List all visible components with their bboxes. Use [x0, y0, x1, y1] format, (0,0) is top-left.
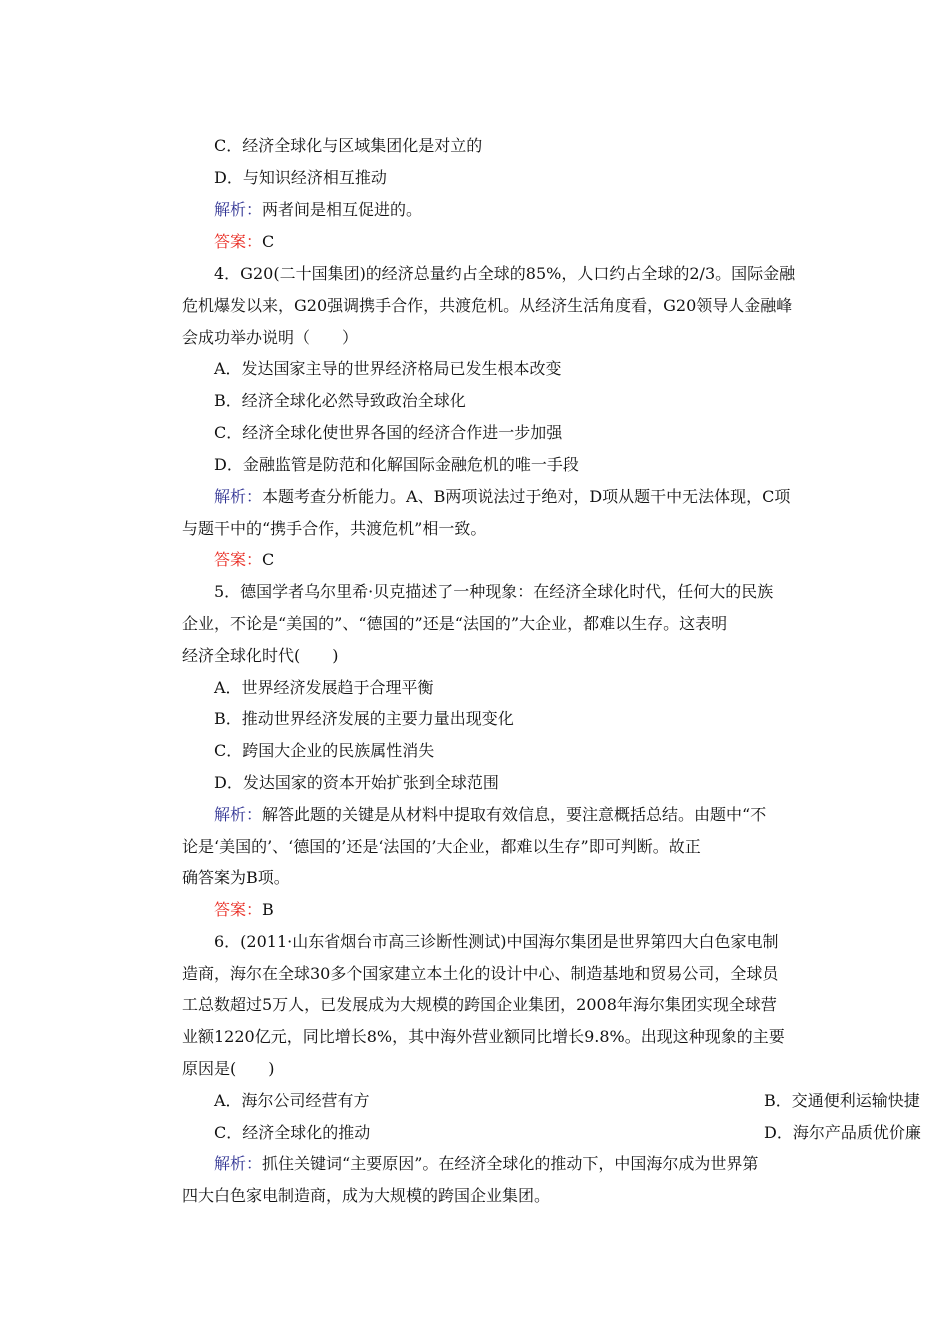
answer-value: C: [262, 232, 275, 251]
q5-option-a: A．世界经济发展趋于合理平衡: [214, 678, 434, 697]
q3-analysis: [214, 199, 854, 221]
q5-stem-line-2: 企业，不论是“美国的”、“德国的”还是“法国的”大企业，都难以生存。这表明: [182, 614, 728, 633]
q6-options-row-1: [214, 1090, 920, 1112]
q6-analysis-line-1: [214, 1153, 854, 1175]
q3-option-d: D．与知识经济相互推动: [214, 168, 387, 187]
q4-answer: [214, 549, 854, 571]
q3-answer: [214, 231, 854, 253]
answer-label: 答案：: [214, 232, 263, 251]
q6-stem-line-5: 原因是( ): [182, 1059, 275, 1078]
q5-analysis-line-1: [214, 804, 854, 826]
analysis-label: 解析：: [214, 487, 263, 506]
q6-stem-line-2: 造商，海尔在全球30多个国家建立本土化的设计中心、制造基地和贸易公司，全球员: [182, 964, 779, 983]
q6-option-a: A．海尔公司经营有方: [214, 1091, 370, 1110]
q6-analysis-line-2: 四大白色家电制造商，成为大规模的跨国企业集团。: [182, 1186, 551, 1205]
q4-stem-line-2: 危机爆发以来，G20强调携手合作，共渡危机。从经济生活角度看，G20领导人金融峰: [182, 296, 793, 315]
answer-value: C: [262, 550, 275, 569]
q5-answer: [214, 899, 854, 921]
q4-option-d: D．金融监管是防范和化解国际金融危机的唯一手段: [214, 455, 579, 474]
q5-analysis-line-2: 论是‘美国的’、‘德国的’还是‘法国的’大企业，都难以生存”即可判断。故正: [182, 837, 701, 856]
q4-analysis-line-1: [214, 486, 854, 508]
analysis-label: 解析：: [214, 200, 263, 219]
q6-options-row-2: [214, 1122, 921, 1144]
q4-stem-line-1: 4．G20(二十国集团)的经济总量约占全球的85%，人口约占全球的2/3。国际金融: [214, 264, 796, 283]
q5-option-d: D．发达国家的资本开始扩张到全球范围: [214, 773, 499, 792]
answer-label: 答案：: [214, 900, 263, 919]
analysis-label: 解析：: [214, 1154, 263, 1173]
q6-stem-line-3: 工总数超过5万人，已发展成为大规模的跨国企业集团，2008年海尔集团实现全球营: [182, 995, 777, 1014]
q3-option-c: C．经济全球化与区域集团化是对立的: [214, 136, 483, 155]
analysis-label: 解析：: [214, 805, 263, 824]
q6-option-c: C．经济全球化的推动: [214, 1123, 371, 1142]
q5-stem-line-3: 经济全球化时代( ): [182, 646, 339, 665]
q5-stem-line-1: 5．德国学者乌尔里希·贝克描述了一种现象：在经济全球化时代，任何大的民族: [214, 582, 774, 601]
q4-analysis-line-2: 与题干中的“携手合作，共渡危机”相一致。: [182, 519, 487, 538]
analysis-text: 两者间是相互促进的。: [262, 200, 423, 219]
q4-option-c: C．经济全球化使世界各国的经济合作进一步加强: [214, 423, 563, 442]
q4-option-b: B．经济全球化必然导致政治全球化: [214, 391, 466, 410]
q6-option-d: D．海尔产品质优价廉: [764, 1123, 921, 1142]
q6-stem-line-4: 业额1220亿元，同比增长8%，其中海外营业额同比增长9.8%。出现这种现象的主要: [182, 1027, 785, 1046]
analysis-text: 抓住关键词“主要原因”。在经济全球化的推动下，中国海尔成为世界第: [262, 1154, 759, 1173]
q6-stem-line-1: 6．(2011·山东省烟台市高三诊断性测试)中国海尔集团是世界第四大白色家电制: [214, 932, 779, 951]
analysis-text: 本题考查分析能力。A、B两项说法过于绝对，D项从题干中无法体现，C项: [262, 487, 791, 506]
q5-option-b: B．推动世界经济发展的主要力量出现变化: [214, 709, 514, 728]
q4-option-a: A．发达国家主导的世界经济格局已发生根本改变: [214, 359, 562, 378]
analysis-text: 解答此题的关键是从材料中提取有效信息，要注意概括总结。由题中“不: [262, 805, 767, 824]
answer-value: B: [262, 900, 274, 919]
q4-stem-line-3: 会成功举办说明（ ）: [182, 328, 359, 347]
q6-option-b: B．交通便利运输快捷: [764, 1091, 920, 1110]
q5-analysis-line-3: 确答案为B项。: [182, 868, 290, 887]
answer-label: 答案：: [214, 550, 263, 569]
q5-option-c: C．跨国大企业的民族属性消失: [214, 741, 435, 760]
